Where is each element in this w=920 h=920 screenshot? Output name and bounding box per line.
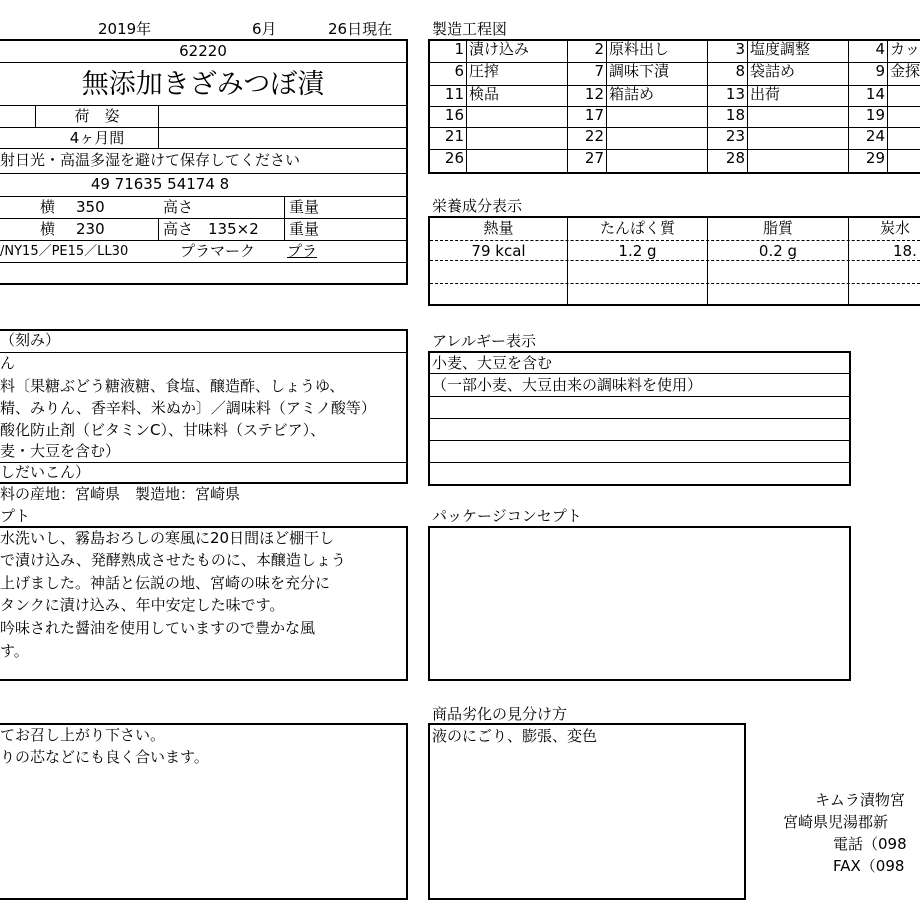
row1-width-label: 横	[40, 198, 56, 216]
process-step-number: 11	[444, 85, 464, 103]
process-step-number: 21	[444, 127, 464, 145]
allergy-line-1: 小麦、大豆を含む	[432, 354, 553, 372]
pla-mark-value: プラ	[287, 242, 318, 260]
company-address: 宮崎県児湯郡新	[783, 813, 889, 831]
row2-height-label: 高さ	[163, 220, 194, 238]
product-code: 62220	[179, 42, 227, 60]
process-step-number: 29	[865, 149, 885, 167]
ingredients-line-2: ん	[0, 354, 16, 372]
ingredients-line-4: 精、みりん、香辛料、米ぬか〕／調味料（アミノ酸等）	[0, 399, 376, 417]
nutrition-value-protein: 1.2 g	[618, 242, 657, 260]
process-step-label: 原料出し	[609, 40, 670, 58]
jan-code: 49 71635 54174 8	[90, 175, 230, 193]
packing-label: 荷 姿	[74, 107, 120, 125]
deterioration-title: 商品劣化の見分け方	[432, 705, 568, 723]
row2-height-value: 135×2	[208, 220, 259, 238]
shelf-life: 4ヶ月間	[69, 129, 125, 147]
concept-line-4: タンクに漬け込み、年中安定した味です。	[0, 596, 285, 614]
nutrition-header-energy: 熱量	[483, 219, 514, 237]
row1-height-label: 高さ	[163, 198, 194, 216]
nutrition-header-carbs: 炭水	[880, 219, 911, 237]
process-step-number: 3	[735, 40, 745, 58]
package-concept-title: パッケージコンセプト	[432, 507, 582, 525]
process-step-number: 19	[865, 106, 885, 124]
process-step-number: 17	[584, 106, 604, 124]
product-name: 無添加きざみつぼ漬	[81, 69, 325, 100]
header-year: 2019年	[98, 20, 152, 38]
process-step-number: 16	[444, 106, 464, 124]
process-step-number: 27	[584, 149, 604, 167]
product-concept-label: プト	[0, 507, 31, 525]
process-step-number: 8	[735, 62, 745, 80]
process-step-label: 検品	[469, 85, 500, 103]
process-step-label: 調味下漬	[609, 62, 670, 80]
ingredients-line-3: 料〔果糖ぶどう糖液糖、食塩、醸造酢、しょうゆ、	[0, 377, 345, 395]
header-day-status: 26日現在	[328, 20, 393, 38]
company-fax: FAX（098	[833, 857, 905, 875]
process-step-label: 金探	[890, 62, 920, 80]
process-step-label: 圧搾	[469, 62, 500, 80]
process-step-label: 箱詰め	[609, 85, 655, 103]
ingredients-line-6: 麦・大豆を含む）	[0, 442, 121, 460]
process-title: 製造工程図	[432, 20, 508, 38]
package-concept-box	[428, 526, 851, 681]
process-step-number: 23	[725, 127, 745, 145]
row1-weight-label: 重量	[289, 198, 320, 216]
origin-note: 料の産地：宮崎県 製造地：宮崎県	[0, 485, 241, 503]
row2-weight-label: 重量	[289, 220, 320, 238]
concept-line-3: 上げました。神話と伝説の地、宮崎の味を充分に	[0, 574, 331, 592]
storage-note: 射日光・高温多湿を避けて保存してください	[0, 151, 301, 169]
ingredients-line-7: しだいこん）	[0, 463, 91, 481]
ingredients-line-1: （刻み）	[0, 331, 61, 349]
process-step-number: 9	[875, 62, 885, 80]
ingredients-line-5: 酸化防止剤（ビタミンC）、甘味料（ステビア）、	[0, 421, 326, 439]
concept-line-1: 水洗いし、霧島おろしの寒風に20日間ほど棚干し	[0, 529, 335, 547]
nutrition-value-energy: 79 kcal	[471, 242, 526, 260]
row1-width-value: 350	[76, 198, 105, 216]
serving-line-1: てお召し上がり下さい。	[0, 726, 166, 744]
concept-line-5: 吟味された醤油を使用していますので豊かな風	[0, 619, 316, 637]
nutrition-value-carbs: 18.	[893, 242, 917, 260]
process-step-label: カッ	[890, 40, 920, 58]
company-name: キムラ漬物宮	[815, 791, 905, 809]
process-step-label: 袋詰め	[750, 62, 796, 80]
nutrition-header-fat: 脂質	[762, 219, 793, 237]
process-step-number: 14	[865, 85, 885, 103]
serving-line-2: りの芯などにも良く合います。	[0, 748, 209, 766]
process-step-number: 13	[725, 85, 745, 103]
process-step-number: 26	[444, 149, 464, 167]
nutrition-title: 栄養成分表示	[432, 197, 523, 215]
deterioration-text: 液のにごり、膨張、変色	[432, 727, 598, 745]
process-step-label: 漬け込み	[469, 40, 530, 58]
process-step-number: 7	[594, 62, 604, 80]
header-month: 6月	[252, 20, 277, 38]
process-step-number: 12	[584, 85, 604, 103]
process-step-number: 2	[594, 40, 604, 58]
process-step-number: 1	[454, 40, 464, 58]
pla-mark-label: プラマーク	[180, 242, 256, 260]
process-step-label: 出荷	[750, 85, 781, 103]
row2-width-value: 230	[76, 220, 105, 238]
process-step-label: 塩度調整	[750, 40, 811, 58]
process-step-number: 28	[725, 149, 745, 167]
company-tel: 電話（098	[833, 835, 907, 853]
process-step-number: 24	[865, 127, 885, 145]
allergy-title: アレルギー表示	[432, 332, 537, 350]
allergy-line-2: （一部小麦、大豆由来の調味料を使用）	[432, 376, 703, 394]
process-step-number: 4	[875, 40, 885, 58]
nutrition-value-fat: 0.2 g	[758, 242, 798, 260]
nutrition-header-protein: たんぱく質	[599, 219, 675, 237]
package-material: /NY15／PE15／LL30	[0, 244, 129, 259]
process-step-number: 22	[584, 127, 604, 145]
process-step-number: 6	[454, 62, 464, 80]
concept-line-6: す。	[0, 642, 29, 660]
concept-line-2: で漬け込み、発酵熟成させたものに、本醸造しょう	[0, 551, 346, 569]
row2-width-label: 横	[40, 220, 56, 238]
process-step-number: 18	[725, 106, 745, 124]
